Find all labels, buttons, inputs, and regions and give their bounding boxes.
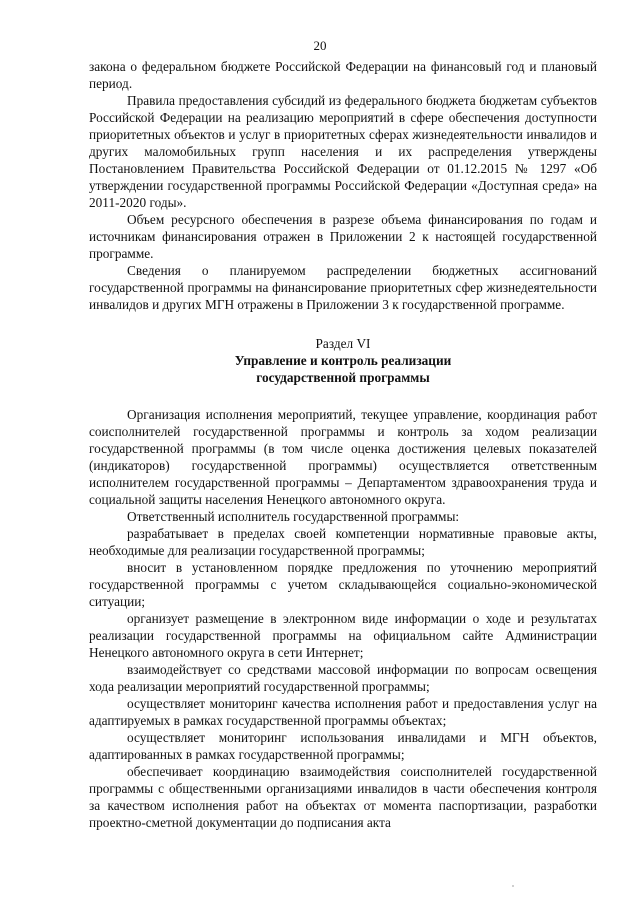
list-item: организует размещение в электронном виде информации о ходе и результатах реализации государственной программы на официальном сайте Администрации Ненецкого автономного округа в сети Интернет;	[89, 611, 597, 660]
list-item: взаимодействует со средствами массовой информации по вопросам освещения хода реализации мероприятий государственной программы;	[89, 662, 597, 694]
section-heading	[89, 335, 597, 386]
section-title-line-1: Управление и контроль реализации	[234, 353, 452, 368]
section-number: Раздел VI	[315, 336, 371, 351]
paragraph: Сведения о планируемом распределении бюджетных ассигнований государственной программы на финансирование приоритетных сфер жизнедеятельности инвалидов и других МГН отражены в Приложении 3 к государственной программе.	[89, 263, 597, 312]
scan-speck	[512, 885, 514, 887]
spacer	[89, 386, 597, 406]
paragraph: закона о федеральном бюджете Российской Федерации на финансовый год и плановый период.	[89, 59, 597, 91]
paragraph: Организация исполнения мероприятий, текущее управление, координация работ соисполнителей государственной программы и контроль за ходом реализации государственной программы (в том числе оценка достижения целевых показателей (индикаторов) государственной программы) осуществляется ответственным исполнителем государственной программы – Департаментом здравоохранения труда и социальной защиты населения Ненецкого автономного округа.	[89, 407, 597, 507]
list-item: обеспечивает координацию взаимодействия соисполнителей государственной программы с общественными организациями инвалидов в части обеспечения контроля за качеством исполнения работ на объектах от момента паспортизации, разработки проектно-сметной документации до подписания акта	[89, 764, 597, 830]
paragraph: Ответственный исполнитель государственной программы:	[127, 509, 460, 524]
page-number: 20	[313, 38, 327, 53]
list-item: разрабатывает в пределах своей компетенции нормативные правовые акты, необходимые для реализации государственной программы;	[89, 526, 597, 558]
list-item: осуществляет мониторинг качества исполнения работ и предоставления услуг на адаптируемых в рамках государственной программы объектах;	[89, 696, 597, 728]
paragraph: Объем ресурсного обеспечения в разрезе объема финансирования по годам и источникам финансирования отражен в Приложении 2 к настоящей государственной программе.	[89, 212, 597, 261]
list-item: осуществляет мониторинг использования инвалидами и МГН объектов, адаптированных в рамках государственной программы;	[89, 730, 597, 762]
section-title-line-2: государственной программы	[256, 370, 430, 385]
paragraph: Правила предоставления субсидий из федерального бюджета бюджетам субъектов Российской Федерации на реализацию мероприятий в сфере обеспечения доступности приоритетных объектов и услуг в приоритетных сферах жизнедеятельности инвалидов и других маломобильных групп населения и их распределения утверждены Постановлением Правительства Российской Федерации от 01.12.2015 № 1297 «Об утверждении государственной программы Российской Федерации «Доступная среда» на 2011-2020 годы».	[89, 93, 597, 210]
list-item: вносит в установленном порядке предложения по уточнению мероприятий государственной программы с учетом складывающейся социально-экономической ситуации;	[89, 560, 597, 609]
document-body	[89, 58, 597, 831]
